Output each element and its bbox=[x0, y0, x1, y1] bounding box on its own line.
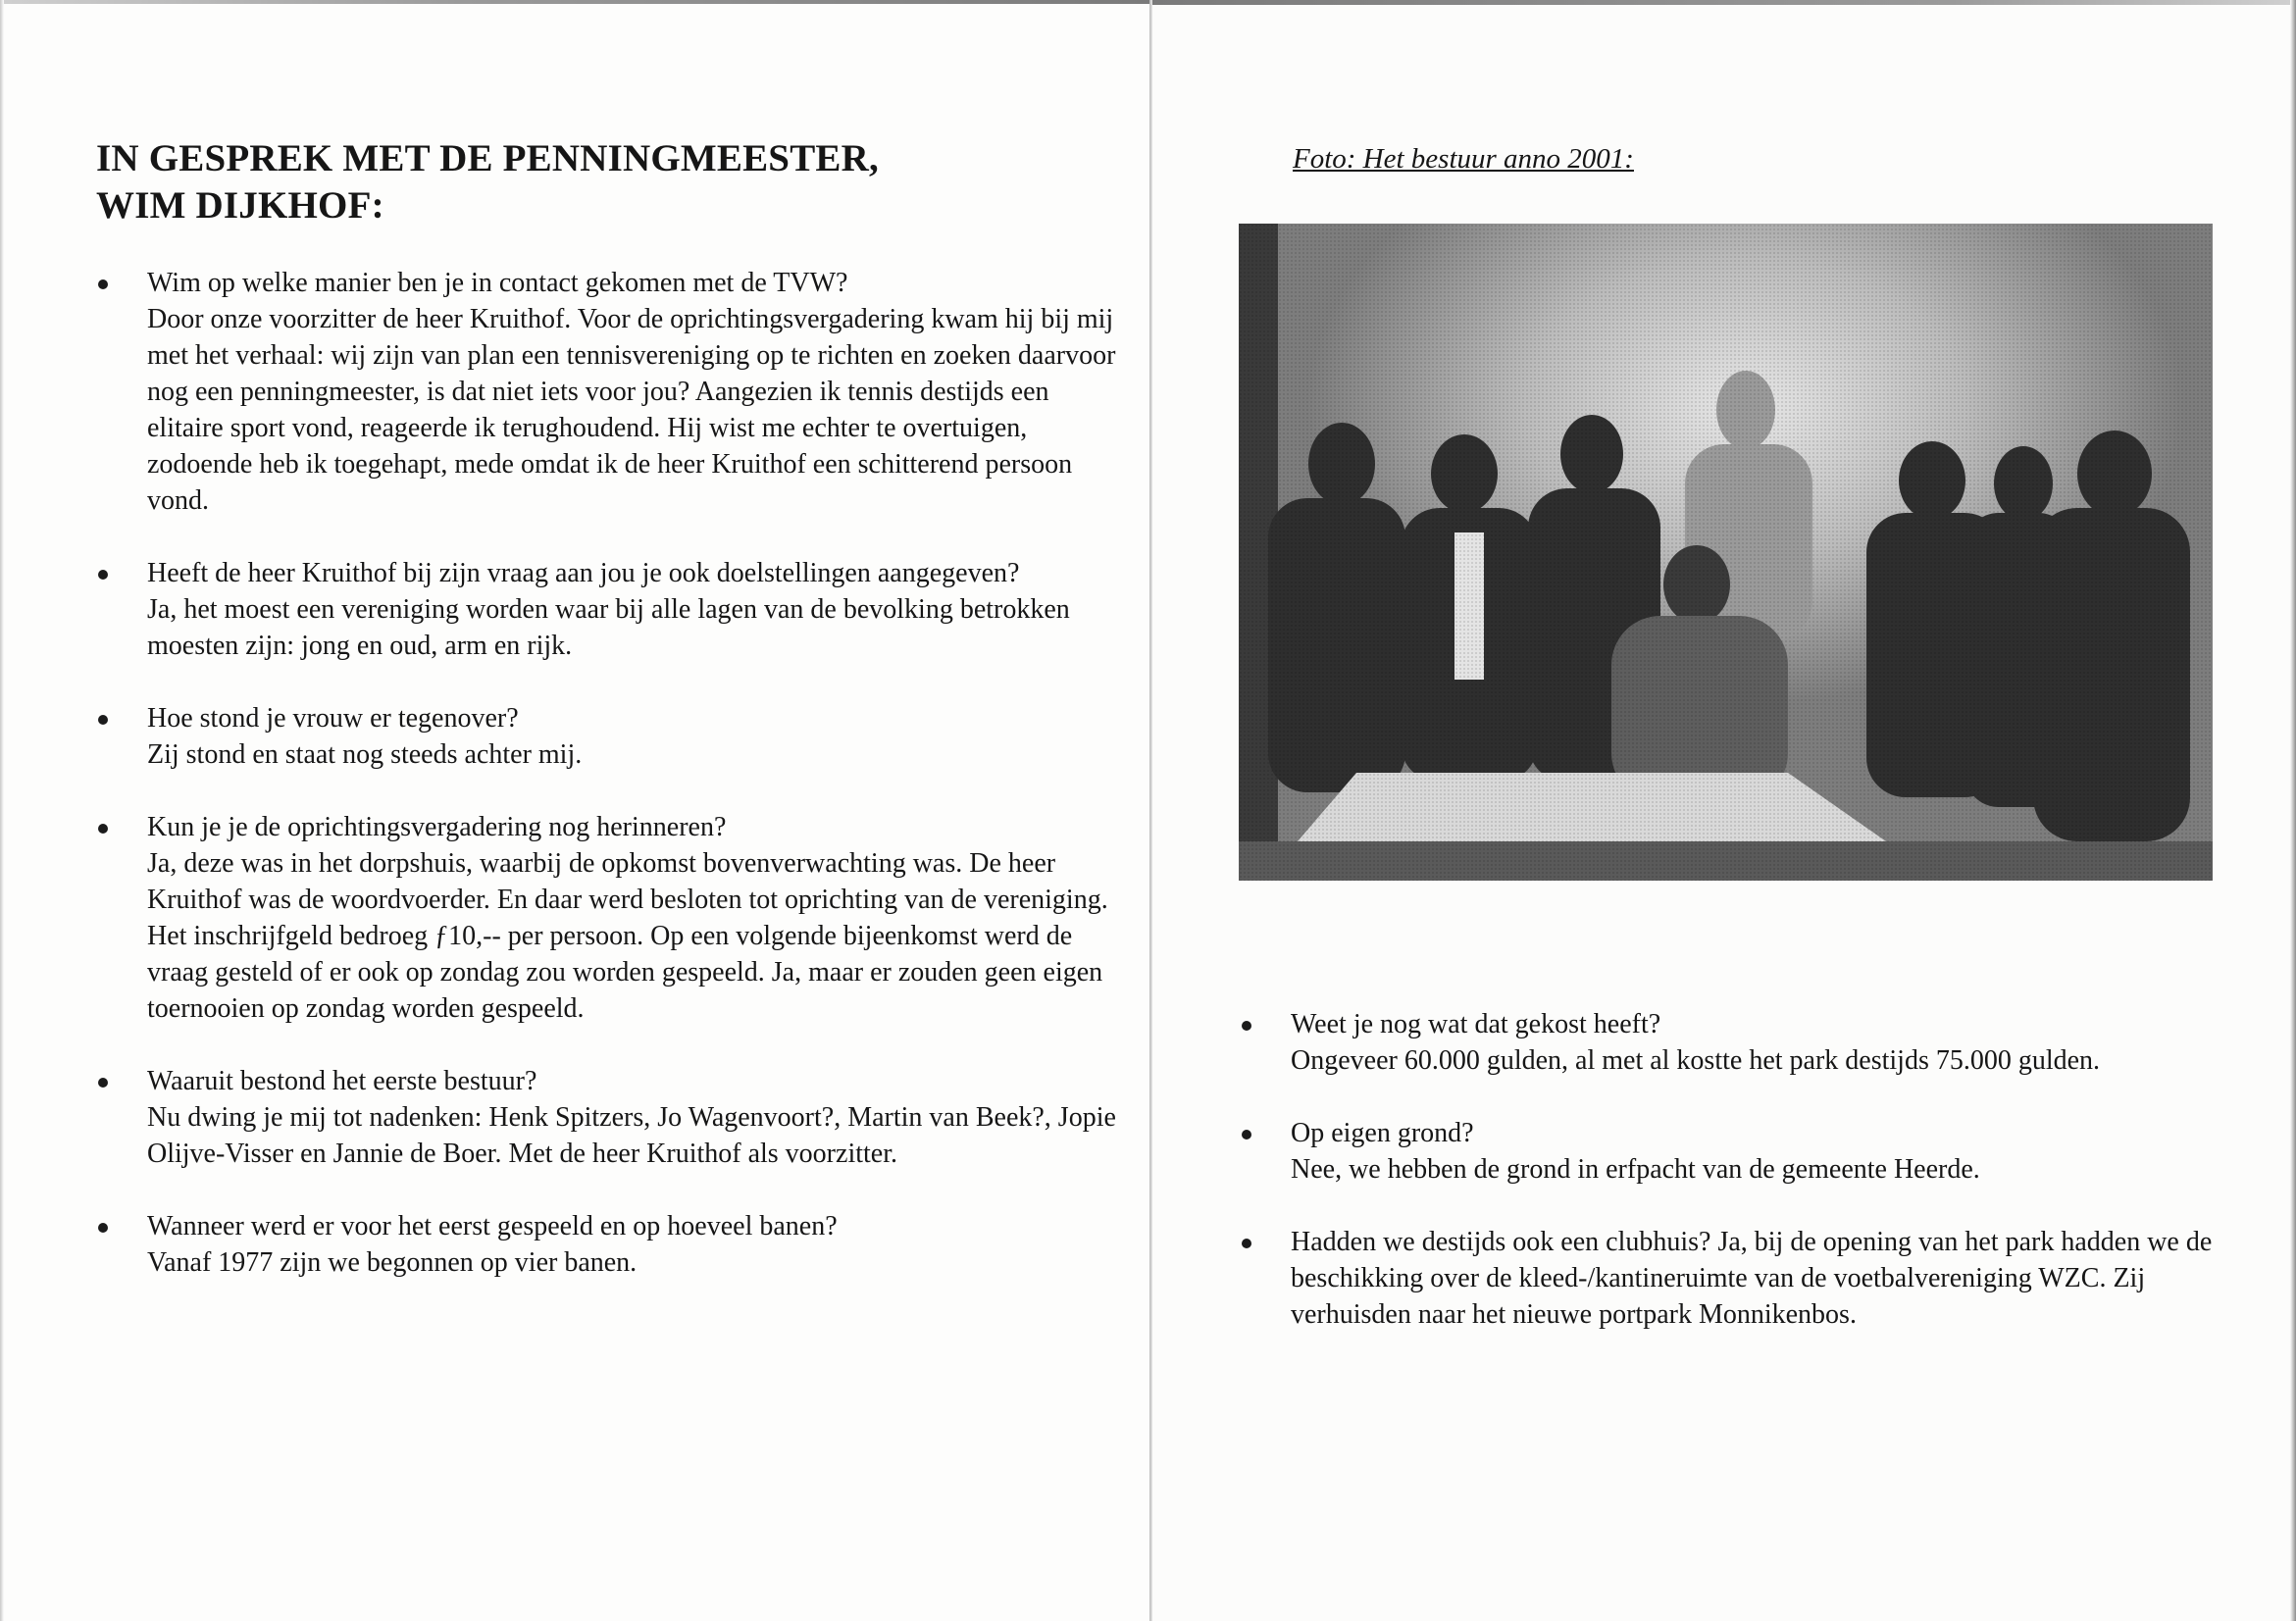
answer-text: Vanaf 1977 zijn we begonnen op vier banen. bbox=[147, 1247, 638, 1278]
bullet-icon bbox=[1242, 1130, 1251, 1140]
interview-list bbox=[96, 265, 1116, 1317]
board-photo-image bbox=[1239, 224, 2213, 881]
left-scan-edge bbox=[0, 0, 4, 1621]
title-line-2: WIM DIJKHOF: bbox=[96, 184, 384, 227]
top-edge-left bbox=[0, 0, 1149, 4]
answer-text: Ja, deze was in het dorpshuis, waarbij de opkomst bovenverwachting was. De heer Kruithof was de woordvoerder. En daar werd besloten tot oprichting van de vereniging. Het inschrijfgeld bedroeg ƒ10,-- per persoon. Op een volgende bijeenkomst werd de vraag gesteld of er ook op zondag zou worden gespeeld. Ja, maar er zouden geen eigen toernooien op zondag worden gespeeld. bbox=[147, 848, 1108, 1024]
answer-text: Ja, het moest een vereniging worden waar bij alle lagen van de bevolking betrokken moesten zijn: jong en oud, arm en rijk. bbox=[147, 594, 1070, 661]
top-edge-right bbox=[1149, 0, 2296, 5]
bullet-icon bbox=[1242, 1239, 1251, 1248]
question-text: Weet je nog wat dat gekost heeft? bbox=[1291, 1009, 1661, 1039]
bullet-icon bbox=[98, 824, 108, 834]
answer-text: Nee, we hebben de grond in erfpacht van de gemeente Heerde. bbox=[1291, 1154, 1980, 1185]
page-title bbox=[96, 135, 879, 229]
bullet-icon bbox=[98, 1078, 108, 1088]
answer-text: Zij stond en staat nog steeds achter mij. bbox=[147, 739, 583, 770]
answer-text: Door onze voorzitter de heer Kruithof. Voor de oprichtingsvergadering kwam hij bij mij met het verhaal: wij zijn van plan een tennisvereniging op te richten en zoeken daarvoor nog een penningmeester, is dat niet iets voor jou? Aangezien ik tennis destijds een elitaire sport vond, reageerde ik terughoudend. Hij wist me echter te overtuigen, zodoende heb ik toegehapt, mede omdat ik de heer Kruithof een schitterend persoon vond. bbox=[147, 304, 1116, 516]
interview-item bbox=[1240, 1006, 2230, 1079]
bullet-icon bbox=[98, 570, 108, 580]
interview-item bbox=[96, 1063, 1116, 1172]
right-scan-edge bbox=[2290, 0, 2296, 1621]
interview-item bbox=[1240, 1224, 2230, 1333]
interview-item bbox=[1240, 1115, 2230, 1188]
question-text: Hoe stond je vrouw er tegenover? bbox=[147, 703, 519, 734]
board-photo bbox=[1239, 224, 2213, 881]
question-text: Wim op welke manier ben je in contact gekomen met de TVW? bbox=[147, 268, 848, 298]
question-text: Waaruit bestond het eerste bestuur? bbox=[147, 1066, 537, 1096]
bullet-icon bbox=[98, 279, 108, 289]
book-spine bbox=[1149, 0, 1152, 1621]
question-text: Heeft de heer Kruithof bij zijn vraag aan jou je ook doelstellingen aangegeven? bbox=[147, 558, 1020, 588]
answer-text: Nu dwing je mij tot nadenken: Henk Spitzers, Jo Wagenvoort?, Martin van Beek?, Jopie Olijve-Visser en Jannie de Boer. Met de heer Kruithof als voorzitter. bbox=[147, 1102, 1116, 1169]
interview-item bbox=[96, 1208, 1116, 1281]
bullet-icon bbox=[98, 1223, 108, 1233]
photo-caption: Foto: Het bestuur anno 2001: bbox=[1293, 143, 1634, 175]
interview-item bbox=[96, 700, 1116, 773]
interview-item bbox=[96, 555, 1116, 664]
question-text: Kun je je de oprichtingsvergadering nog herinneren? bbox=[147, 812, 727, 842]
question-text: Wanneer werd er voor het eerst gespeeld en op hoeveel banen? bbox=[147, 1211, 838, 1241]
interview-list-continued bbox=[1240, 1006, 2230, 1369]
bullet-icon bbox=[98, 715, 108, 725]
interview-item bbox=[96, 809, 1116, 1027]
interview-item bbox=[96, 265, 1116, 519]
question-text: Hadden we destijds ook een clubhuis? Ja, bij de opening van het park hadden we de beschikking over de kleed-/kantineruimte van de voetbalvereniging WZC. Zij verhuisden naar het nieuwe portpark Monnikenbos. bbox=[1291, 1227, 2213, 1330]
bullet-icon bbox=[1242, 1021, 1251, 1031]
answer-text: Ongeveer 60.000 gulden, al met al kostte het park destijds 75.000 gulden. bbox=[1291, 1045, 2101, 1076]
right-page bbox=[1149, 0, 2296, 1621]
title-line-1: IN GESPREK MET DE PENNINGMEESTER, bbox=[96, 137, 879, 179]
question-text: Op eigen grond? bbox=[1291, 1118, 1474, 1148]
